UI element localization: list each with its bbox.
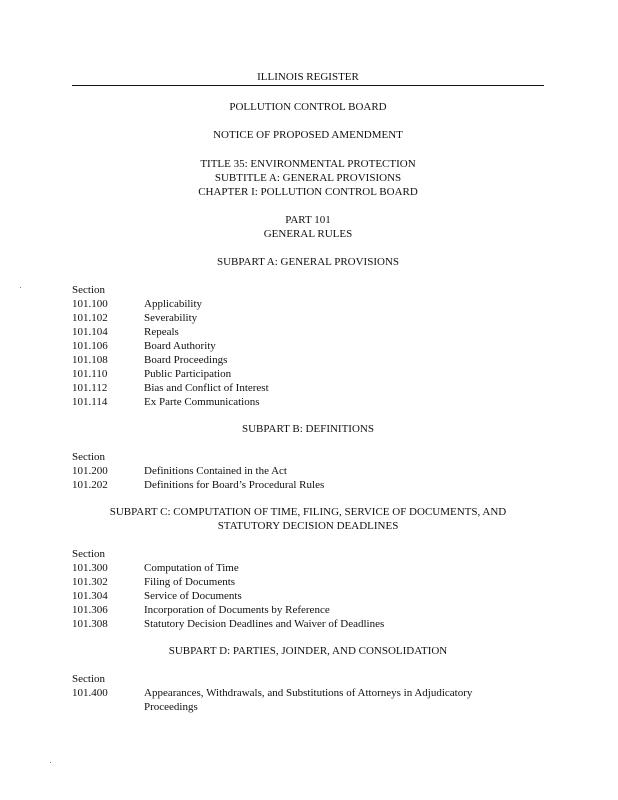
- section-title: Computation of Time: [144, 562, 239, 574]
- section-title: Incorporation of Documents by Reference: [144, 604, 330, 616]
- section-title: Filing of Documents: [144, 576, 236, 588]
- subpart-d-heading: SUBPART D: PARTIES, JOINDER, AND CONSOLIDATION: [168, 645, 448, 657]
- section-number: 101.114: [72, 396, 108, 408]
- section-label: Section: [72, 673, 105, 685]
- section-number: 101.106: [72, 340, 108, 352]
- section-number: 101.200: [72, 465, 108, 477]
- subpart-c-heading-continued: STATUTORY DECISION DEADLINES: [217, 520, 399, 532]
- section-number: 101.104: [72, 326, 108, 338]
- section-title-continued: Proceedings: [144, 701, 198, 713]
- subpart-c-heading: SUBPART C: COMPUTATION OF TIME, FILING, SERVICE OF DOCUMENTS, AND: [109, 506, 507, 518]
- section-label: Section: [72, 451, 105, 463]
- section-title: Repeals: [144, 326, 179, 338]
- scan-speck: [50, 762, 51, 763]
- section-title: Board Proceedings: [144, 354, 228, 366]
- section-number: 101.102: [72, 312, 108, 324]
- section-title: Public Participation: [144, 368, 232, 380]
- section-title: Statutory Decision Deadlines and Waiver of Deadlines: [144, 618, 385, 630]
- section-number: 101.110: [72, 368, 108, 380]
- section-title: Definitions Contained in the Act: [144, 465, 287, 477]
- section-title: Ex Parte Communications: [144, 396, 260, 408]
- notice-heading: NOTICE OF PROPOSED AMENDMENT: [213, 129, 403, 141]
- section-title: Bias and Conflict of Interest: [144, 382, 269, 394]
- agency-heading: POLLUTION CONTROL BOARD: [229, 101, 387, 113]
- section-number: 101.400: [72, 687, 108, 699]
- section-label: Section: [72, 284, 105, 296]
- chapter-heading: CHAPTER I: POLLUTION CONTROL BOARD: [198, 186, 418, 198]
- subtitle-heading: SUBTITLE A: GENERAL PROVISIONS: [214, 172, 402, 184]
- section-title: Severability: [144, 312, 198, 324]
- section-number: 101.304: [72, 590, 108, 602]
- part-number: PART 101: [285, 214, 331, 226]
- section-title: Service of Documents: [144, 590, 242, 602]
- section-number: 101.308: [72, 618, 108, 630]
- register-header: ILLINOIS REGISTER: [72, 70, 544, 86]
- part-name: GENERAL RULES: [263, 228, 353, 240]
- section-number: 101.100: [72, 298, 108, 310]
- section-title: Definitions for Board’s Procedural Rules: [144, 479, 325, 491]
- section-number: 101.300: [72, 562, 108, 574]
- title-heading: TITLE 35: ENVIRONMENTAL PROTECTION: [200, 158, 416, 170]
- section-number: 101.302: [72, 576, 108, 588]
- section-number: 101.112: [72, 382, 108, 394]
- section-title: Appearances, Withdrawals, and Substitutions of Attorneys in Adjudicatory: [144, 687, 473, 699]
- section-title: Board Authority: [144, 340, 216, 352]
- subpart-a-heading: SUBPART A: GENERAL PROVISIONS: [217, 256, 399, 268]
- section-number: 101.108: [72, 354, 108, 366]
- subpart-b-heading: SUBPART B: DEFINITIONS: [242, 423, 374, 435]
- section-title: Applicability: [144, 298, 203, 310]
- section-label: Section: [72, 548, 105, 560]
- scan-speck: [20, 287, 21, 288]
- section-number: 101.306: [72, 604, 108, 616]
- section-number: 101.202: [72, 479, 108, 491]
